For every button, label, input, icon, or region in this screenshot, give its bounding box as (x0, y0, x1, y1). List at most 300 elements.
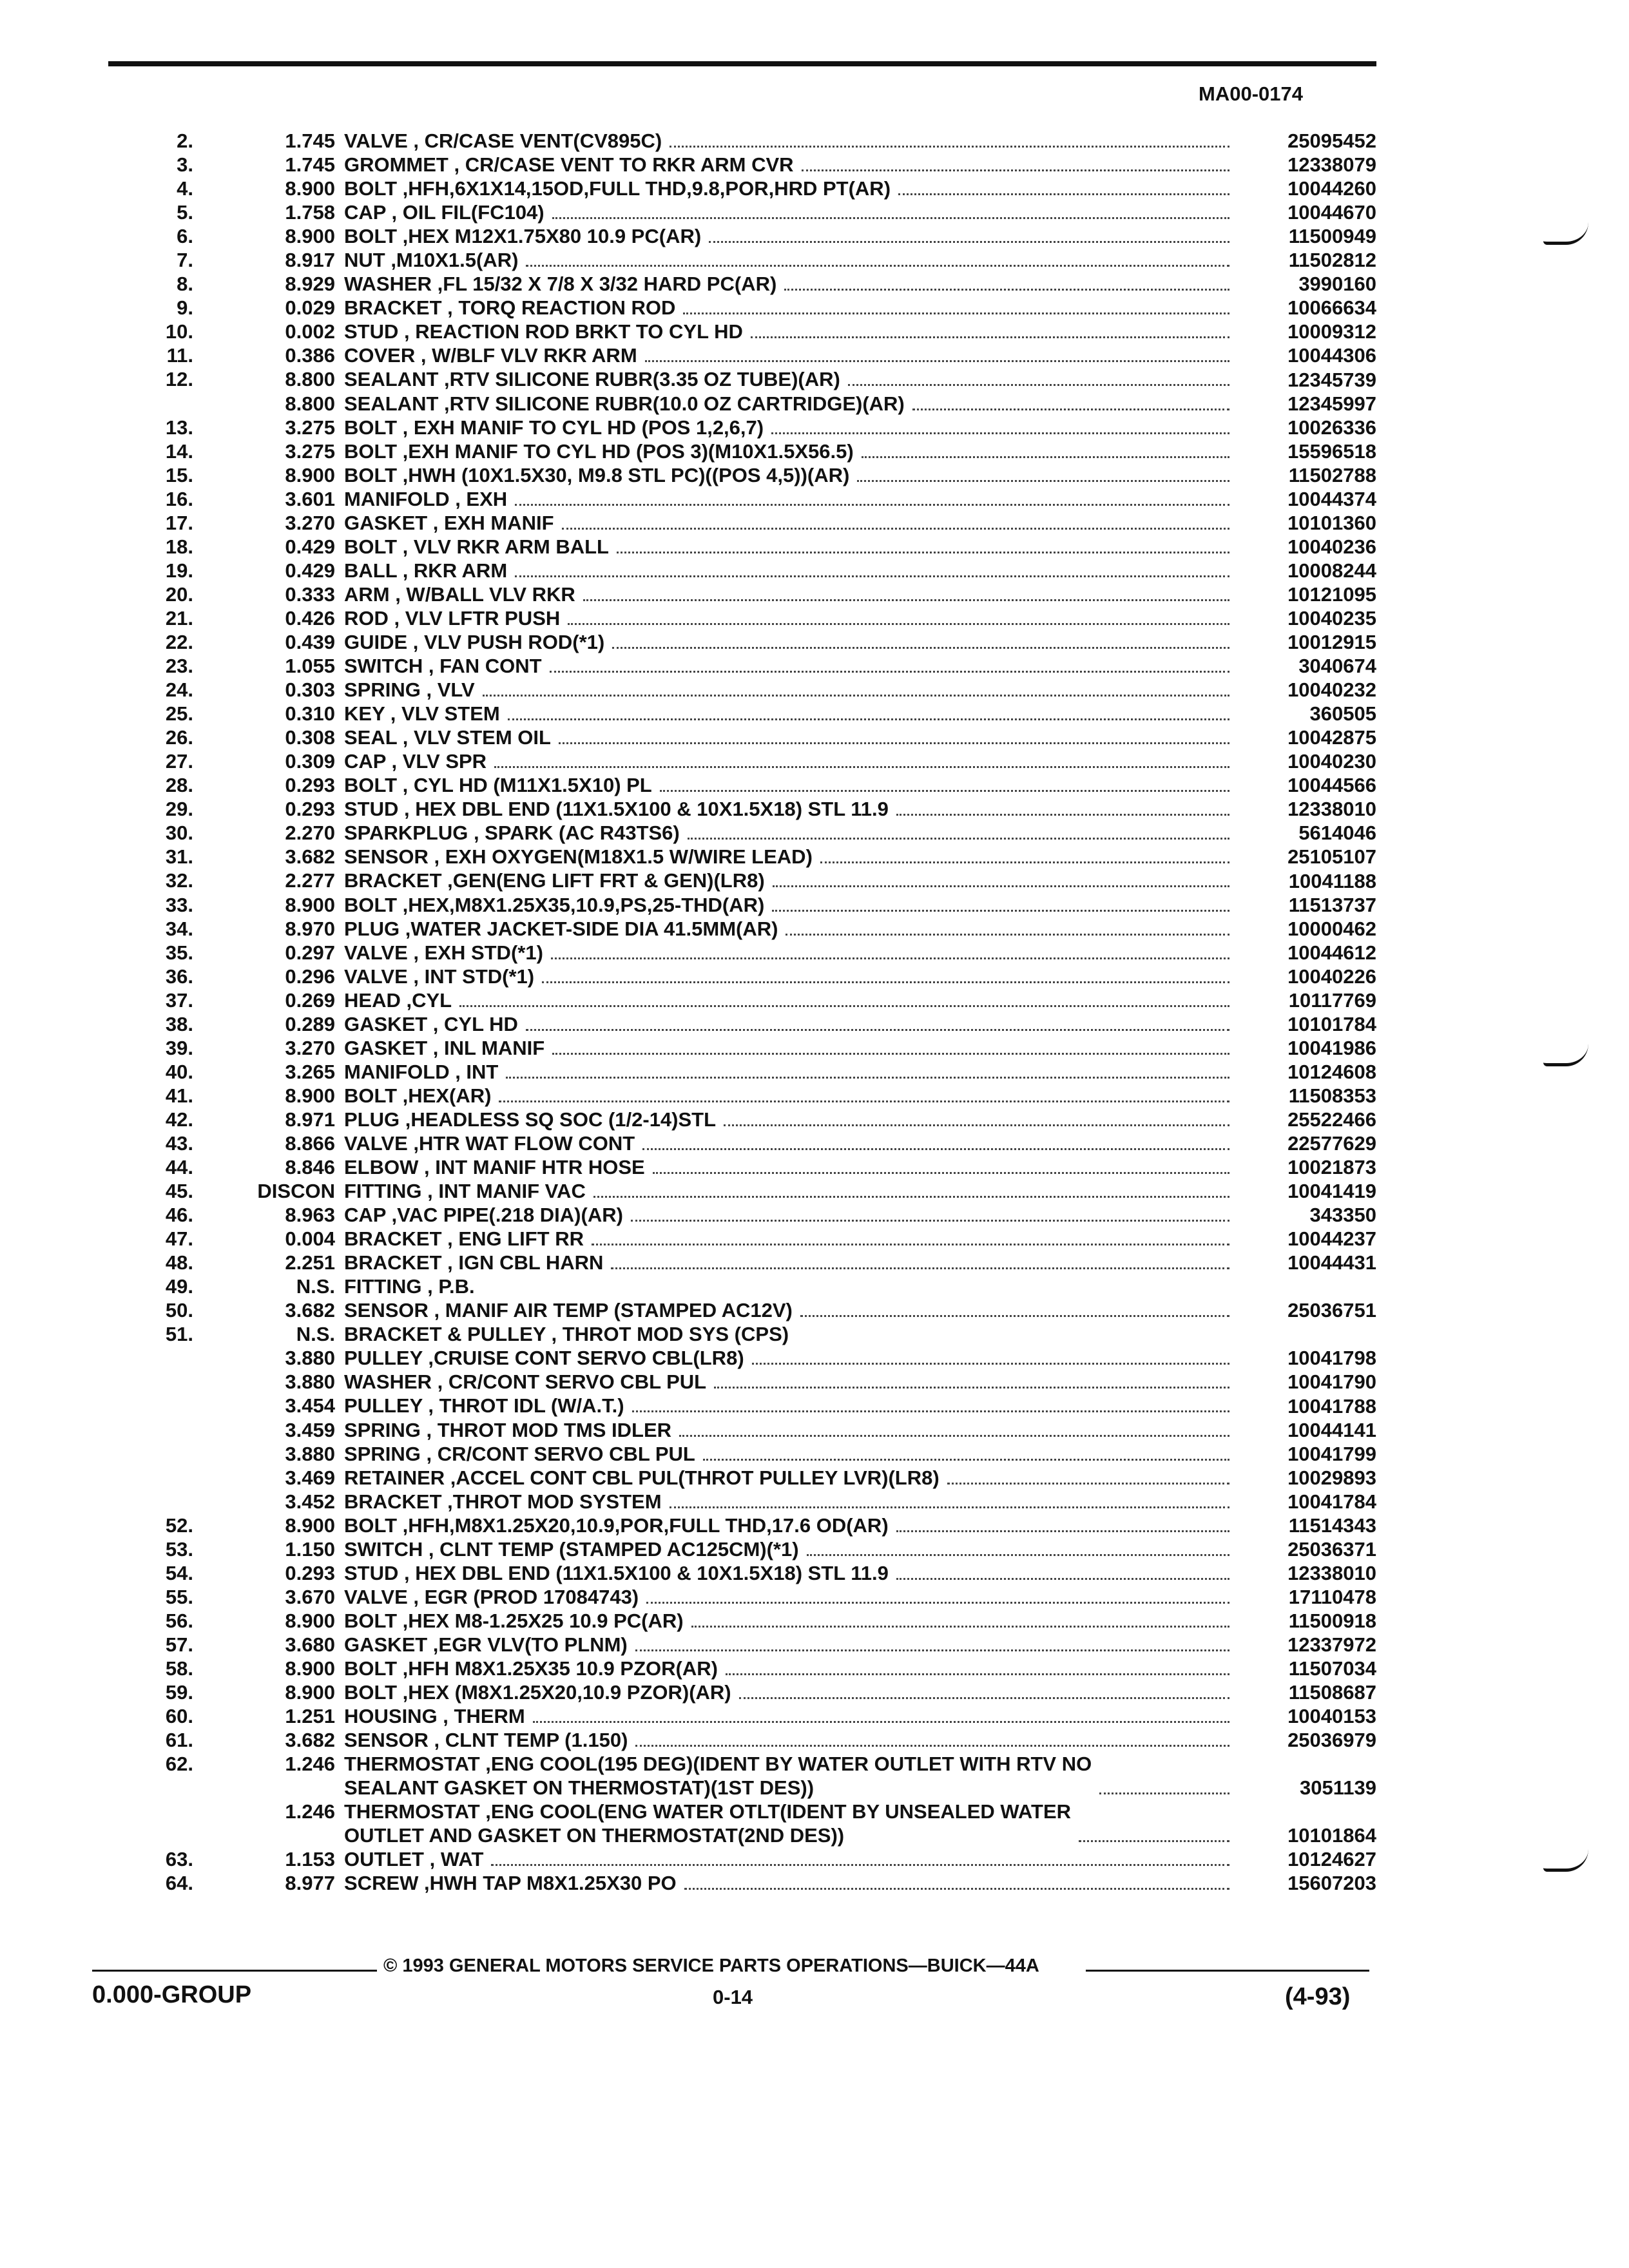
part-number: 10041788 (1287, 1394, 1376, 1418)
part-description: THERMOSTAT ,ENG COOL(195 DEG)(IDENT BY WATER OUTLET WITH RTV NO SEALANT GASKET ON THERMOSTAT)(1ST DES)) (344, 1753, 1092, 1800)
part-description: VALVE , INT STD(*1) (344, 965, 535, 988)
parts-row (108, 296, 1376, 320)
parts-row (108, 1203, 1376, 1227)
part-description: STUD , HEX DBL END (11X1.5X100 & 10X1.5X18) STL 11.9 (344, 1561, 889, 1584)
group-number: 3.682 (285, 845, 335, 869)
description-cell (344, 893, 1241, 917)
part-description: BOLT ,HEX (M8X1.25X20,10.9 PZOR)(AR) (344, 1681, 731, 1704)
parts-row (108, 439, 1376, 463)
part-description: STUD , HEX DBL END (11X1.5X100 & 10X1.5X18) STL 11.9 (344, 798, 889, 821)
part-description: CAP , VLV SPR (344, 750, 487, 773)
description-cell (344, 1847, 1241, 1871)
part-number: 10008244 (1287, 559, 1376, 582)
parts-row (108, 559, 1376, 582)
group-number: 8.900 (285, 1514, 335, 1537)
parts-row (108, 1657, 1376, 1680)
description-cell (344, 559, 1241, 582)
item-number: 22. (165, 630, 193, 653)
description-cell (344, 630, 1241, 654)
description-cell (344, 1633, 1241, 1657)
item-number: 50. (165, 1299, 193, 1322)
dot-leader (660, 789, 1229, 792)
description-cell (344, 1609, 1241, 1633)
dot-leader (515, 575, 1229, 577)
part-description: STUD , REACTION ROD BRKT TO CYL HD (344, 320, 743, 343)
dot-leader (499, 1100, 1229, 1102)
part-description: BALL , RKR ARM (344, 559, 508, 582)
dot-leader (771, 432, 1229, 434)
description-cell (344, 511, 1241, 535)
dot-leader (635, 1649, 1229, 1651)
part-number: 10044141 (1287, 1418, 1376, 1441)
part-number: 11508687 (1288, 1681, 1376, 1704)
description-cell (344, 1036, 1241, 1060)
part-description: GASKET , CYL HD (344, 1012, 518, 1035)
group-number: 8.929 (285, 273, 335, 296)
parts-row (108, 1728, 1376, 1752)
part-description: PLUG ,HEADLESS SQ SOC (1/2-14)STL (344, 1108, 717, 1131)
dot-leader (483, 694, 1229, 697)
item-number: 30. (165, 822, 193, 845)
part-description: BOLT , VLV RKR ARM BALL (344, 535, 609, 558)
dot-leader (593, 1195, 1229, 1198)
parts-row (108, 797, 1376, 821)
part-description: BOLT , CYL HD (M11X1.5X10) PL (344, 774, 652, 797)
dot-leader (592, 1243, 1229, 1245)
parts-row (108, 678, 1376, 702)
dot-leader (551, 957, 1229, 959)
item-number: 12. (165, 368, 193, 391)
part-description: HOUSING , THERM (344, 1705, 525, 1728)
parts-row (108, 1871, 1376, 1895)
item-number: 28. (165, 774, 193, 797)
description-cell (344, 177, 1241, 200)
parts-row (108, 1752, 1376, 1800)
part-description: BOLT ,HEX M12X1.75X80 10.9 PC(AR) (344, 225, 702, 248)
part-number: 10044431 (1287, 1251, 1376, 1274)
parts-row (108, 917, 1376, 941)
parts-row (108, 582, 1376, 606)
part-number: 10000462 (1287, 917, 1376, 940)
item-number: 3. (177, 153, 193, 177)
group-number: 3.680 (285, 1633, 335, 1656)
description-cell (344, 439, 1241, 463)
part-description: ARM , W/BALL VLV RKR (344, 582, 575, 606)
description-cell (344, 1108, 1241, 1131)
part-description: BRACKET & PULLEY , THROT MOD SYS (CPS) (344, 1323, 789, 1346)
part-number: 11513737 (1288, 893, 1376, 916)
parts-row (108, 1800, 1376, 1847)
parts-row (108, 1322, 1376, 1346)
description-cell (344, 845, 1241, 869)
parts-row (108, 726, 1376, 749)
dot-leader (491, 1863, 1229, 1866)
parts-row (108, 702, 1376, 726)
part-description: BOLT ,HEX(AR) (344, 1084, 492, 1107)
dot-leader (714, 1386, 1229, 1389)
item-number: 6. (177, 225, 193, 248)
group-number: 0.308 (285, 726, 335, 749)
part-number: 11502812 (1288, 249, 1376, 272)
description-cell (344, 367, 1241, 391)
parts-row (108, 200, 1376, 224)
group-number: 0.004 (285, 1227, 335, 1251)
group-number: 0.002 (285, 320, 335, 343)
parts-row (108, 1251, 1376, 1274)
part-number: 10101360 (1287, 511, 1376, 534)
part-number: 10041798 (1287, 1347, 1376, 1370)
description-cell (344, 1871, 1241, 1895)
group-number: 3.275 (285, 416, 335, 439)
dot-leader (642, 1148, 1229, 1150)
item-number: 19. (165, 559, 193, 582)
group-number: N.S. (296, 1323, 335, 1346)
dot-leader (559, 742, 1229, 744)
group-number: 0.297 (285, 941, 335, 964)
item-number: 56. (165, 1609, 193, 1632)
description-cell (344, 1800, 1241, 1847)
item-number: 40. (165, 1060, 193, 1083)
part-description: SWITCH , FAN CONT (344, 655, 542, 678)
top-rule (108, 61, 1376, 66)
group-number: 1.055 (285, 655, 335, 678)
item-number: 26. (165, 726, 193, 749)
item-number: 10. (165, 320, 193, 343)
item-number: 33. (165, 893, 193, 916)
part-description: NUT ,M10X1.5(AR) (344, 249, 519, 272)
item-number: 2. (177, 130, 193, 152)
item-number: 60. (165, 1705, 193, 1728)
description-cell (344, 1155, 1241, 1179)
part-number: 15607203 (1287, 1872, 1376, 1895)
part-description: SENSOR , CLNT TEMP (1.150) (344, 1729, 628, 1752)
group-number: 0.029 (285, 296, 335, 320)
description-cell (344, 1298, 1241, 1322)
part-description: SENSOR , MANIF AIR TEMP (STAMPED AC12V) (344, 1299, 793, 1322)
part-number: 10041188 (1288, 869, 1376, 892)
group-number: 0.293 (285, 1561, 335, 1584)
footer-rule-right (1086, 1970, 1369, 1972)
parts-row (108, 749, 1376, 773)
description-cell (344, 535, 1241, 559)
group-number: 1.246 (285, 1800, 335, 1823)
group-number: 1.745 (285, 130, 335, 152)
dot-leader (526, 264, 1229, 267)
group-number: 0.293 (285, 798, 335, 821)
description-cell (344, 941, 1241, 965)
parts-row (108, 367, 1376, 391)
group-number: 8.971 (285, 1108, 335, 1131)
binder-hole-mark (1543, 1044, 1588, 1066)
part-description: WASHER , CR/CONT SERVO CBL PUL (344, 1370, 707, 1394)
part-description: GASKET , INL MANIF (344, 1036, 545, 1059)
group-number: 0.293 (285, 774, 335, 797)
group-number: 8.900 (285, 177, 335, 200)
group-number: 0.439 (285, 630, 335, 653)
dot-leader (739, 1696, 1229, 1699)
description-cell (344, 1203, 1241, 1227)
parts-row (108, 1704, 1376, 1728)
parts-row (108, 988, 1376, 1012)
part-number: 343350 (1309, 1204, 1376, 1227)
part-number: 11502788 (1288, 463, 1376, 486)
group-number: 8.800 (285, 392, 335, 415)
part-number: 11507034 (1288, 1657, 1376, 1680)
dot-leader (679, 1434, 1229, 1437)
parts-row (108, 1274, 1376, 1298)
dot-leader (632, 1410, 1229, 1412)
binder-hole-mark (1543, 1849, 1588, 1872)
part-number: 3051139 (1300, 1776, 1376, 1800)
description-cell (344, 702, 1241, 726)
part-number: 25522466 (1287, 1108, 1376, 1131)
parts-row (108, 869, 1376, 892)
part-description: BOLT ,HEX,M8X1.25X35,10.9,PS,25-THD(AR) (344, 893, 765, 916)
parts-row (108, 1490, 1376, 1514)
group-number: 1.745 (285, 153, 335, 177)
description-cell (344, 606, 1241, 630)
part-description: MANIFOLD , INT (344, 1060, 499, 1083)
parts-row (108, 1131, 1376, 1155)
group-number: 3.452 (285, 1490, 335, 1513)
group-number: 3.601 (285, 487, 335, 510)
part-description: THERMOSTAT ,ENG COOL(ENG WATER OTLT(IDENT BY UNSEALED WATER OUTLET AND GASKET ON THERMOSTAT(2ND DES)) (344, 1800, 1072, 1847)
dot-leader (800, 1314, 1229, 1317)
group-number: 3.880 (285, 1370, 335, 1394)
part-number: 10021873 (1287, 1156, 1376, 1179)
dot-leader (635, 1744, 1229, 1747)
part-number: 12338010 (1287, 1561, 1376, 1584)
item-number: 15. (165, 463, 193, 486)
parts-row (108, 845, 1376, 869)
group-number: 1.246 (285, 1753, 335, 1776)
item-number: 54. (165, 1561, 193, 1584)
group-number: 8.900 (285, 1681, 335, 1704)
description-cell (344, 296, 1241, 320)
description-cell (344, 1657, 1241, 1680)
description-cell (344, 1537, 1241, 1561)
description-cell (344, 678, 1241, 702)
part-number: 3990160 (1298, 273, 1376, 296)
part-number: 12345997 (1287, 392, 1376, 415)
dot-leader (724, 1124, 1229, 1126)
dot-leader (820, 861, 1229, 863)
dot-leader (459, 1004, 1229, 1007)
parts-row (108, 1633, 1376, 1657)
parts-row (108, 511, 1376, 535)
group-number: 0.429 (285, 535, 335, 558)
description-cell (344, 917, 1241, 941)
description-cell (344, 1514, 1241, 1537)
part-number: 10044670 (1287, 201, 1376, 224)
description-cell (344, 1060, 1241, 1084)
part-number: 17110478 (1288, 1585, 1376, 1608)
part-number: 10101784 (1287, 1012, 1376, 1035)
footer-group-label: 0.000-GROUP (92, 1981, 252, 2008)
part-number: 10044612 (1287, 941, 1376, 964)
part-description: GASKET ,EGR VLV(TO PLNM) (344, 1633, 628, 1656)
group-number: 0.269 (285, 988, 335, 1012)
group-number: 3.459 (285, 1418, 335, 1441)
part-number: 10044260 (1287, 177, 1376, 200)
item-number: 25. (165, 702, 193, 726)
part-number: 10040153 (1287, 1705, 1376, 1728)
group-number: 8.970 (285, 917, 335, 940)
item-number: 59. (165, 1681, 193, 1704)
item-number: 53. (165, 1537, 193, 1561)
parts-row (108, 392, 1376, 416)
document-code: MA00-0174 (1199, 82, 1303, 105)
dot-leader (533, 1720, 1229, 1723)
parts-row (108, 1514, 1376, 1537)
group-number: 8.900 (285, 1084, 335, 1107)
part-description: SPRING , THROT MOD TMS IDLER (344, 1418, 672, 1441)
parts-row (108, 1179, 1376, 1203)
description-cell (344, 821, 1241, 845)
group-number: 8.977 (285, 1872, 335, 1895)
part-number: 25095452 (1287, 130, 1376, 153)
parts-list (108, 129, 1376, 1895)
part-number: 10041419 (1287, 1180, 1376, 1203)
group-number: 1.758 (285, 201, 335, 224)
description-cell (344, 965, 1241, 988)
part-description: VALVE ,HTR WAT FLOW CONT (344, 1131, 635, 1155)
part-number: 5614046 (1298, 822, 1376, 845)
parts-row (108, 272, 1376, 296)
item-number: 23. (165, 655, 193, 678)
item-number: 61. (165, 1729, 193, 1752)
dot-leader (526, 1028, 1229, 1031)
part-number: 10012915 (1287, 631, 1376, 654)
part-number: 10124627 (1287, 1848, 1376, 1871)
part-number: 10041986 (1287, 1036, 1376, 1059)
parts-row (108, 773, 1376, 797)
part-description: SWITCH , CLNT TEMP (STAMPED AC125CM)(*1) (344, 1537, 799, 1561)
part-number: 10041790 (1287, 1370, 1376, 1394)
part-number: 12345739 (1287, 368, 1376, 391)
description-cell (344, 726, 1241, 749)
group-number: 0.296 (285, 965, 335, 988)
parts-row (108, 177, 1376, 200)
dot-leader (862, 456, 1229, 458)
item-number: 29. (165, 798, 193, 821)
part-number: 25036371 (1287, 1537, 1376, 1561)
description-cell (344, 1394, 1241, 1418)
part-description: SPRING , CR/CONT SERVO CBL PUL (344, 1442, 695, 1465)
part-description: MANIFOLD , EXH (344, 487, 508, 510)
parts-row (108, 1418, 1376, 1442)
description-cell (344, 654, 1241, 678)
parts-row (108, 893, 1376, 917)
part-description: GASKET , EXH MANIF (344, 511, 554, 534)
parts-row (108, 1298, 1376, 1322)
part-description: VALVE , CR/CASE VENT(CV895C) (344, 130, 662, 152)
item-number: 37. (165, 988, 193, 1012)
item-number: 46. (165, 1204, 193, 1227)
parts-row (108, 487, 1376, 511)
description-cell (344, 1561, 1241, 1585)
part-description: BOLT ,HFH,6X1X14,15OD,FULL THD,9.8,POR,HRD PT(AR) (344, 177, 891, 200)
part-description: SCREW ,HWH TAP M8X1.25X30 PO (344, 1872, 677, 1895)
dot-leader (1079, 1840, 1229, 1842)
parts-row (108, 1466, 1376, 1490)
dot-leader (646, 1601, 1229, 1604)
description-cell (344, 153, 1241, 177)
part-description: HEAD ,CYL (344, 988, 452, 1012)
description-cell (344, 1418, 1241, 1442)
dot-leader (947, 1482, 1229, 1485)
item-number: 5. (177, 201, 193, 224)
group-number: 0.309 (285, 750, 335, 773)
part-number: 10040226 (1287, 965, 1376, 988)
dot-leader (773, 885, 1229, 887)
parts-row (108, 153, 1376, 177)
group-number: 0.303 (285, 678, 335, 702)
description-cell (344, 1131, 1241, 1155)
dot-leader (612, 646, 1229, 649)
footer-revision-date: (4-93) (1285, 1983, 1351, 2010)
part-description: COVER , W/BLF VLV RKR ARM (344, 344, 637, 367)
group-number: DISCON (257, 1180, 335, 1203)
dot-leader (683, 312, 1229, 314)
dot-leader (784, 288, 1229, 291)
item-number: 27. (165, 750, 193, 773)
item-number: 4. (177, 177, 193, 200)
part-number: 10044566 (1287, 774, 1376, 797)
part-number: 10041799 (1287, 1442, 1376, 1465)
parts-row (108, 1561, 1376, 1585)
item-number: 8. (177, 273, 193, 296)
dot-leader (912, 408, 1229, 410)
dot-leader (653, 1171, 1229, 1174)
parts-row (108, 129, 1376, 153)
description-cell (344, 1370, 1241, 1394)
group-number: 8.900 (285, 463, 335, 486)
dot-leader (1099, 1792, 1229, 1794)
part-description: BRACKET ,GEN(ENG LIFT FRT & GEN)(LR8) (344, 869, 765, 892)
item-number: 7. (177, 249, 193, 272)
dot-leader (645, 360, 1229, 362)
group-number: N.S. (296, 1275, 335, 1298)
dot-leader (684, 1887, 1229, 1890)
part-description: FITTING , P.B. (344, 1275, 475, 1298)
parts-row (108, 630, 1376, 654)
part-description: BOLT , EXH MANIF TO CYL HD (POS 1,2,6,7) (344, 416, 764, 439)
parts-row (108, 1847, 1376, 1871)
parts-row (108, 1585, 1376, 1609)
group-number: 2.251 (285, 1251, 335, 1274)
part-number: 25036979 (1287, 1729, 1376, 1752)
description-cell (344, 487, 1241, 511)
part-number: 10041784 (1287, 1490, 1376, 1513)
dot-leader (772, 909, 1229, 912)
item-number: 34. (165, 917, 193, 940)
parts-row (108, 1036, 1376, 1060)
part-number: 22577629 (1287, 1132, 1376, 1155)
part-number: 10040235 (1287, 606, 1376, 629)
parts-row (108, 248, 1376, 272)
description-cell (344, 773, 1241, 797)
part-number: 10044306 (1287, 344, 1376, 367)
parts-row (108, 1680, 1376, 1704)
part-number: 10121095 (1287, 582, 1376, 606)
part-description: WASHER ,FL 15/32 X 7/8 X 3/32 HARD PC(AR) (344, 273, 777, 296)
item-number: 49. (165, 1275, 193, 1298)
item-number: 11. (166, 344, 193, 367)
part-description: BRACKET ,THROT MOD SYSTEM (344, 1490, 662, 1513)
part-description: CAP , OIL FIL(FC104) (344, 201, 545, 224)
parts-row (108, 224, 1376, 248)
